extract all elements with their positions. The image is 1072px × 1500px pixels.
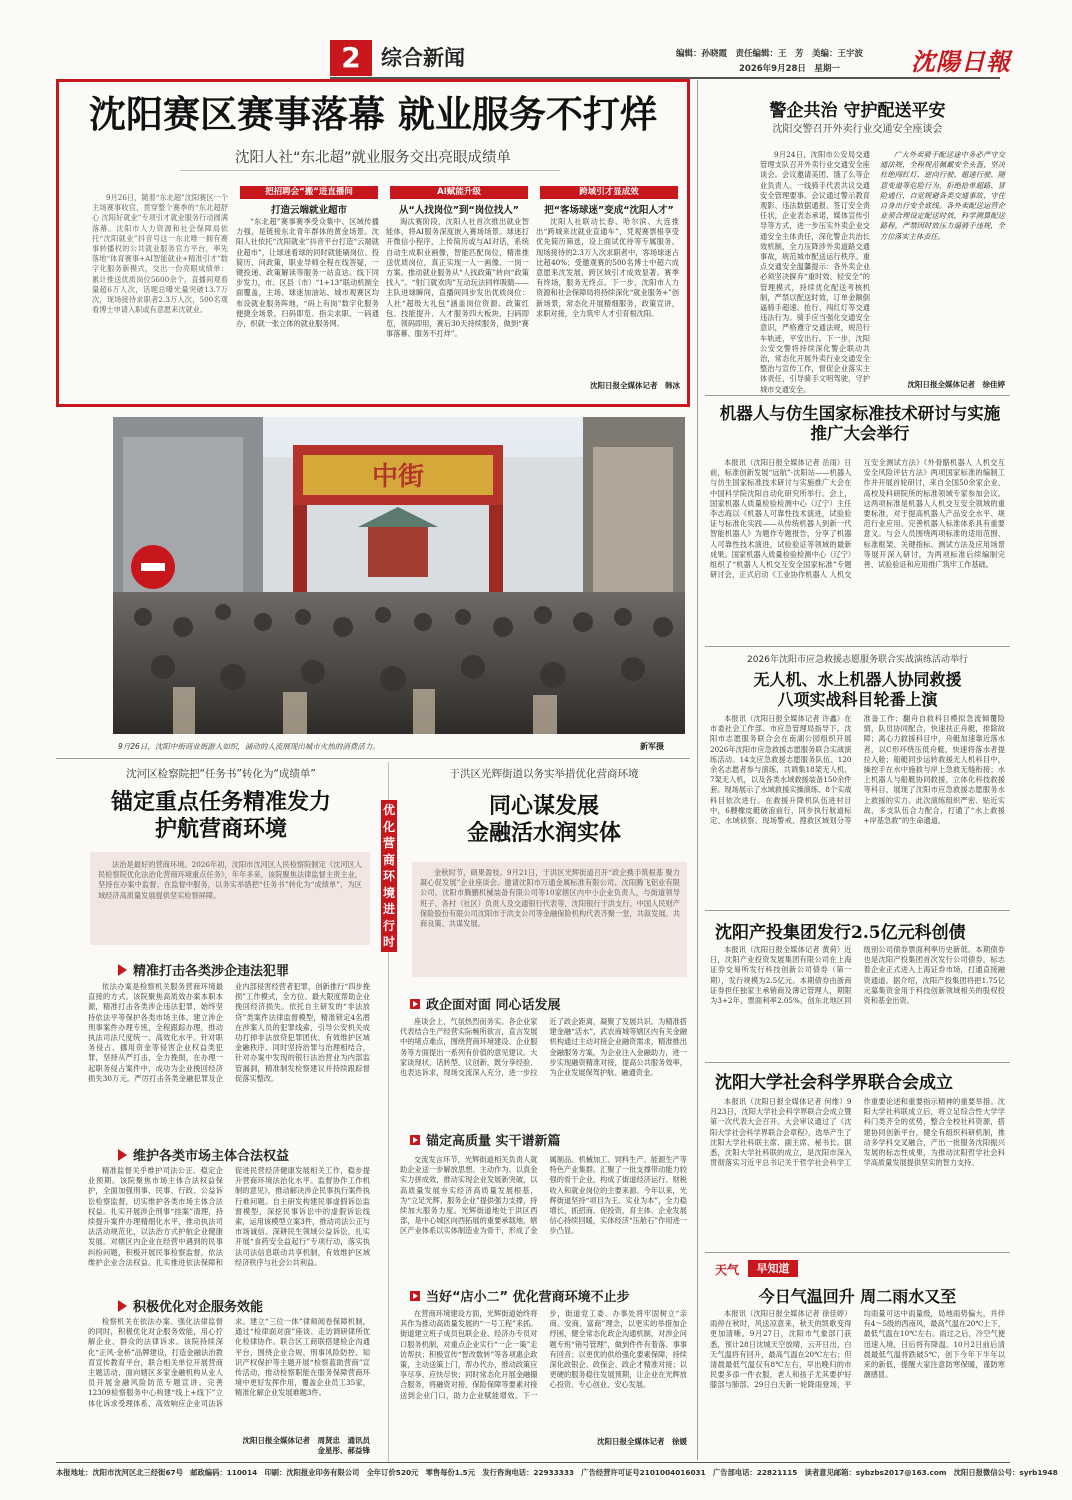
proc-section3-body xyxy=(88,1317,370,1433)
proc-section3-text: 检察机关在依法办案、强化法律监督的同时，积极优化对企服务效能，用心拧解企业、群众的法律诉求。该院持续深化“正风·金桥”品牌建设，打造金融法治教育宣传教育平台，联合相关单位开展营商主题活动，面向辖区多家金融机构从业人员开展金融风险防范专题宣讲。完善12309检察服务中心构建“线上+线下”立体化诉求受理体系，高效响应企业司法诉求。建立“三位一体”律师阅卷保障机制，通过“检律面对面”座谈、走访调研律所优化检律协作。联合区工商联搭建检企沟通平台，围绕企业合规、刑事风险防控、知识产权保护等主题开展“检察蓝助营商”宣传活动，推动检察职能在服务保障营商环境中更好发挥作用，覆盖企业员工35家，精准化解企业发展难题3件。 xyxy=(88,1317,370,1408)
procuratorate-kicker: 沈河区检察院把“任务书”转化为“成绩单” xyxy=(126,768,316,780)
photo-caption: 9月26日，沈阳中街商业街游人如织，涌动的人流展现出城市火热的消费活力。 xyxy=(118,742,380,751)
lead-col3-text: 沈阳人社联动长春、哈尔滨、大连推出“跨城来沈就业直通车”，凭观赛票根享受优先简历筛选，设上面试优待等专属服务。现场接待的2.3万人次求职者中，客场球迷占比超40%；受邀观赛的500名博士中超六成意愿来沈发展，跨区域引才成效显著。赛季有终场，服务无终点。下一步，沈阳市人力资源和社会保障局将持续深化“就业服务+”创新场景，常态化开展精细服务，政策宣讲，求职对接，全力筑牢人才引育根沈阳。 xyxy=(536,217,679,318)
guanghui-section3-text: 在营商环境建设方面，光辉街道始终将其作为推动高质量发展的“一号工程”来抓。街道建立班子成员包联企业、经济办专员对口服务机制，对重点企业实行“一企一策”走访帮扶；积极宣传“智改数转”等各项惠企政策，主动送策上门，帮办代办，推动政策应享尽享、应快尽快；同时常态化开展金融撮合服务，将融资对接、保险保障等要素对接送到企业门口，助力企业赋能增效。下一步，街道党工委、办事处将牢固树立“亲商、安商、富商”理念，以更实的举措加企纾困，健全常态化政企沟通机制，对涉企问题专班“销号管理”，做到件件有着落、事事有回音；以更优的供给强化要素保障，持续深化政银企、政保企、政企才精准对接；以更硬的服务稳住发展预期，让企业在光辉放心投资、专心创业、安心发展。 xyxy=(400,1309,687,1400)
paper-logo: 沈陽日報 xyxy=(911,47,1011,76)
social-body-text: 本报讯（沈阳日报全媒体记者 何维）9月23日，沈阳大学社会科学界联合会成立暨第一次代表大会召开。大会审议通过了《沈阳大学社会科学界联合会章程》，选举产生了沈阳大学社科联主席、副主席、秘书长。据悉，沈阳大学社科联的成立，是沈阳市深入贯彻落实习近平总书记关于哲学社会科学工作重要论述和重要指示精神的重要举措。沈阳大学社科联成立后，将立足综合性大学学科门类齐全的优势，整合全校社科资源，搭建协同创新平台，健全有组织科研机制，推动多学科交叉融合，产出一批服务沈阳振兴发展的标志性成果，为推动沈阳哲学社会科学高质量发展提供坚实的智力支持。 xyxy=(710,1097,1005,1168)
guanghui-section1-text: 座谈会上，气氛热烈而务实。各企业家代表结合生产经营实际畅所欲言，直言发展中的堵点难点，围绕营商环境建设、企业服务等方面提出一系列有价值的意见建议。大家谈现状、话转型、议创新，既分享经验、也表达诉求，现场交流深入充分，进一步拉近了政企距离，凝聚了发展共识。为精准搭建金融“活水”，武农商城等辖区内有关金融机构通过主动对接企业融资需求，精准推出金融服务方案，为企业注入金融助力，进一步实现融资精准对接，提高公共服务效率，为企业发展保驾护航、融通资金。 xyxy=(400,1017,687,1078)
proc-section3-heading xyxy=(118,1296,263,1315)
lead-subheadline: 沈阳人社“东北超”就业服务交出亮眼成绩单 xyxy=(234,150,512,166)
lead-col2 xyxy=(386,217,529,393)
guanghui-section1-heading xyxy=(410,994,561,1013)
lead-col2-heading: 从“人找岗位”到“岗位找人” xyxy=(399,205,519,216)
guanghui-section3-body xyxy=(400,1309,687,1432)
proc-section2-text: 精准监督关乎维护司法公正、稳定企业预期。该院聚焦市场主体合法权益保护，全面加强刑事、民事、行政、公益诉讼检察监督，切实维护各类市场主体合法权益。扎实开展涉企刑事“挂案”清理，持续提升案件办理精细化水平，推动执法司法活动规范化，以法治方式护航企业健康发展。对辖区内企业在经营中遇到的民事纠纷问题，积极开展民事检察监督，依法维护企业合法权益。扎实推进依法保障和促进民营经济健康发展相关工作，稳步提升营商环境法治化水平。监督协作工作机制的意见》，推动解决涉企民事执行案件执行难问题。自主研发构建民事虚假诉讼监督模型，深挖民事诉讼中的虚假诉讼线索，运用该模型立案3件，推动司法公正与市场诚信。深耕民生领域公益诉讼，扎实开展“食药安全益起行”专项行动，落实执法司法信息联动共享机制，有效维护区域经济秩序与社会公共利益。 xyxy=(88,1166,370,1267)
lead-intro xyxy=(92,193,228,388)
rescue-headline-2: 八项实战科目轮番上演 xyxy=(777,690,938,709)
triangle-bullet-icon xyxy=(118,1149,127,1161)
procuratorate-intro xyxy=(98,860,362,940)
guanghui-section1-title: 政企面对面 同心话发展 xyxy=(426,998,561,1013)
police-notes-text: 广大外卖骑手配送途中务必严守交通法规，全程规范佩戴安全头盔，坚决杜绝闯红灯、逆向行驶、超速行驶、随意变道等危险行为，拒绝抢单超路、冒险通行，自觉规避各类交通事故，守住自身出行安全底线。各外卖配送运营企业须合理设定配送时效，科学测算配送路程，严禁因时效压力逼骑手违规，全方位落实主体责任。 xyxy=(880,150,1005,241)
footer-rule xyxy=(56,1462,1010,1463)
square-bullet-icon xyxy=(410,1291,420,1301)
editor-credits: 编辑：孙晓霞 责任编辑：王 芳 美编：王宇波 xyxy=(676,49,864,59)
lead-col3-tag: 跨域引才显成效 xyxy=(540,186,678,199)
proc-section1-heading xyxy=(118,960,289,979)
lead-headline: 沈阳赛区赛事落幕 就业服务不打烊 xyxy=(89,92,657,136)
robot-headline: 机器人与仿生国家标准技术研讨与实施推广大会举行 xyxy=(719,404,1001,443)
bond-body-text: 本报讯（沈阳日报全媒体记者 黄荷）近日，沈阳产业投资发展集团有限公司在上海证券交易所发行科技创新公司债券（第一期），发行规模为2.5亿元。本期债券由浙商证券担任独家主承销商及薄记管理人，期限为3+2年，票面利率2.05%，创东北地区同级别公司债券票面利率历史新低。本期债券也是沈阳产投集团首次发行公司债券，标志着企业正式进入上海证券市场，打通直接融资通道。据介绍，沈阳产投集团将把1.75亿元募集资金用于科技创新领域相关的股权投资和基金出资。 xyxy=(710,945,1005,1006)
lead-col1-tag: 把招聘会“搬”进直播间 xyxy=(240,186,378,199)
lead-col3 xyxy=(536,217,679,375)
weather-tag-2: 早知道 xyxy=(748,1260,798,1277)
proc-section1-title: 精准打击各类涉企违法犯罪 xyxy=(133,964,290,979)
social-rule xyxy=(705,1252,1010,1253)
square-bullet-icon xyxy=(410,999,420,1009)
street-photo-image xyxy=(113,417,685,734)
police-notes xyxy=(880,150,1005,300)
vertical-banner: 优化营商环境进行时 xyxy=(381,800,397,952)
guanghui-intro xyxy=(420,868,680,972)
lead-col3-heading: 把“客场球迷”变成“沈阳人才” xyxy=(544,205,674,216)
robot-body xyxy=(710,458,1005,641)
proc-section2-body xyxy=(88,1166,370,1281)
bond-rule xyxy=(705,1062,1010,1063)
police-headline: 警企共治 守护配送平安 xyxy=(769,101,946,121)
guanghui-headline-1: 同心谋发展 xyxy=(488,793,599,819)
triangle-bullet-icon xyxy=(118,1300,127,1312)
police-body xyxy=(760,150,870,394)
weather-headline: 今日气温回升 周二雨水又至 xyxy=(758,1287,957,1306)
column-divider xyxy=(697,80,698,1460)
rescue-body-text: 本报讯（沈阳日报全媒体记者 许鑫）在市委社会工作部、市应急管理局指导下，沈阳市志愿服务联合会在南湖公园组织开展2026年沈阳市应急救援志愿服务联合实战演练活动。14支应急救援志愿服务队伍、120余名志愿者参与演练，共调集18架无人机、7架无人机，以及各类水域救援装备150余件套。现场展示了水域救援实操演练、8个实战科目依次进行。在救援升降机队伍进村目中，6艘橡皮艇破浪前行，同步执行航道标定、水域侦察、现场警戒、搜救区域划分等准备工作；翻舟自救科目模拟急流倾覆险情，队员协同配合，快速扶正舟艇，排除故障；离心力救援科目中，舟艇加速靠近落水者，以C形环绕压低舟艇，快速将落水者提拉入舱；船艇同步运转救援无人机科目中，操控手在水中施救与岸上急救无缝衔接；水上机器人与船艇协同救援，立体化科技救援等科目，展现了沈阳市应急救援志愿服务水上救援的实力。此次演练组织严密、贴近实战，多支队伍合力配合，打通了“水上救援+岸基急救”的生命通道。 xyxy=(710,714,1005,826)
street-photo xyxy=(113,417,685,734)
proc-section3-title: 积极优化对企服务效能 xyxy=(133,1300,264,1315)
lead-col2-tag: AI赋能升级 xyxy=(390,186,528,199)
rescue-body xyxy=(710,714,1005,904)
photo-credit: 新军摄 xyxy=(640,742,664,751)
bond-body xyxy=(710,945,1005,1055)
lead-col1-heading: 打造云端就业超市 xyxy=(270,205,347,216)
lead-col1-text: “东北超”赛事赛季受众集中、区域传播力强，是链接东北青年群体的黄金场景。沈阳人社依托“沈阳就业”抖音平台打造“云端就业超市”，让球迷看球的同时就能刷岗位、投简历、问政策，职业导师全程在线答疑，一键投递、政策解读等服务一站直达。线下同步发力，市、区县（市）“1+13”联动机制全面覆盖，主场、球迷加油站、城市观赛区均布设就业服务阵地，“码上有岗”数字化服务便捷全场景，扫码即览、指尖求职、一码通办，织就一张立体的就业服务网。 xyxy=(236,217,379,329)
section-title: 综合新闻 xyxy=(381,46,465,70)
guanghui-section2-heading xyxy=(410,1130,561,1149)
guanghui-section3-title: 当好“店小二” 优化营商环境不止步 xyxy=(426,1290,630,1305)
guanghui-section2-title: 锚定高质量 实干谱新篇 xyxy=(426,1134,561,1149)
police-subheadline: 沈阳交警召开外卖行业交通安全座谈会 xyxy=(772,124,943,135)
lead-col2-text: 淘汰赛阶段，沈阳人社首次推出就业智能体，将AI服务深度嵌入赛场场景。球迷打开微信小程序，上传简历或与AI对话，系统自动生成职业画像，智能匹配岗位，精准推送优质岗位，真正实现一人一画像、一岗一方案。推动就业服务从“人找政策”转向“政策找人”。“射门就欢肉”互动玩法同样吸睛——主队进球瞬间，直播间同步发出优质岗位：人社“超级大礼包”涵盖岗位资源、政策红包、技能提升、人才服务四大板块，扫码即览，领码即用，赛后30天持续服务，做到“赛事落幕、服务不打烊”。 xyxy=(386,217,529,339)
guanghui-section3-heading xyxy=(410,1286,630,1305)
police-body-text: 9月24日，沈阳市公安局交通管理支队召开外卖行业交通安全座谈会。会议邀请美团、饿了么等企业负责人、一线骑手代表共议交通安全管理要事。会议通过警示教育观影、违法数据通报、签订安全责任状，企业表态承诺，媒体宣传引导等方式，进一步压实外卖企业交通安全主体责任，深化警企共治长效机制，全力压降涉外卖道路交通事故，规范城市配送运行秩序。重点交通安全温馨提示：各外卖企业必须坚决摒弃“重时效、轻安全”的管理模式，持续优化配送考核机制，严禁以配送时效，订单金额倒逼骑手超速、抢行、闯红灯等交通违法行为。骑手应当强化交通安全意识，严格遵守交通法规，规范行车轨迹，平安出行。下一步，沈阳公安交警将持续深化警企联动共治，常态化开展外卖行业交通安全整治与宣传工作，督促企业落实主体责任，引导骑手文明驾驶，守护城市交通安全。 xyxy=(760,150,870,394)
lead-intro-text: 9月26日，随着“东北超”沈阳赛区一个主场赛事收官，贯穿整个赛季的“东北超舒心 沈阳好就业”专项引才就业服务行动圆满落幕。沈阳市人力资源和社会保障局依托“沈阳就业”抖音号这一东北唯一拥有赛事转播权的公共就业服务官方平台，率先落地“体育赛事+AI智能就业+精准引才”数字化服务新模式，交出一份亮眼成绩单：累计推送优质岗位5600余个，直播间观看量超6万人次，话题总曝光量突破13.7万次，现场接待求职者2.3万人次，500名观看博士申请入职或有意愿来沈就业。 xyxy=(92,193,228,315)
weather-body-text: 本报讯（沈阳日报全媒体记者 徐佳婷）雨停在秋时，风送凉意来，秋天的凯歌变得更加清晰。9月27日，沈阳市气象部门获悉，预计28日沈城天空放晴，云开日出，白天气温将有回升，最高气温在20℃左右；但清晨最低气温仅有8℃左右，早出晚归的市民要多添一件衣服，老人和孩子尤其要护好膝部与肺部。29日白天新一轮降雨登场，平均雨量可达中雨量级，局地雨势偏大，并伴有4～5级的西南风，最高气温在20℃上下，最低气温在10℃左右。雨过之后，冷空气便迅速入境，日后将有降温。10月2日前后清晨最低气温将跌破5℃，创下今年下半年以来的新低，提醒大家注意防寒保暖，谨防寒潮感冒。 xyxy=(710,1309,1005,1390)
guanghui-section2-text: 交流发言环节，光辉街道相关负责人就助企业送一步解放思想、主动作为、以真金实力拼成效，推动实现企业发展新突破，以高质量发展夯实经济高质量发展根基，为“立足光辉、服务企业”提供强力支撑，持续加大服务力度。光辉街道地处于洪区西部，是中心城区向西拓展的重要承载地，辖区产业体系以实体制造业为骨干，形成了金属制品、机械加工、饲料生产、能源生产等特色产业集群。汇聚了一批支撑带动能力较强的骨干企业，构成了街道经济运行、财税收入和就业岗位的主要来源。今年以来，光辉街道坚持“项目为王、实业为本”，全力稳增长，抓招商、促投资，育主体、企业发展信心持续回暖，实体经济“压舱石”作用进一步凸显。 xyxy=(400,1155,687,1236)
square-bullet-icon xyxy=(410,1135,420,1145)
guanghui-section2-body xyxy=(400,1155,687,1278)
procuratorate-intro-text: 法治是最好的营商环境。2026年初，沈阳市沈河区人民检察院制定《沈河区人民检察院优化法治化营商环境重点任务》，年年多来，该院聚焦法律监督主责主业，坚持在办案中监督、在监督中服务，以务实举措把“任务书”转化为“成绩单”，为区域经济高质量发展提供坚实检察屏障。 xyxy=(98,860,362,900)
triangle-bullet-icon xyxy=(118,964,127,976)
weather-body xyxy=(710,1309,1005,1459)
footer-info: 本报地址：沈阳市沈河区北三经街67号 邮政编码：110014 印刷：沈阳报业印务有限公司 全年订价520元 零售每份1.5元 发行咨询电话：22933333 广告经营许可证号2101004016031 广告部电话：22821115 读者意见邮箱：sybzbs2017@163.com 沈阳日报微信公号：syrb1948 xyxy=(56,1468,1058,1477)
guanghui-intro-text: 金秋时节，硕果盈枝。9月21日，于洪区光辉街道召开“政企携手筑根基 聚力凝心促发展”企业座谈会。邀请沈阳市万通金属标准有限公司、沈阳腾飞铝业有限公司、沈阳市腾鹏机械装备有限公司等10家辖区内中小企业负责人，与街道领导班子、各村（社区）负责人及交通银行代表等，沈阳银行于洪支行、中国人民财产保险股份有限公司沈阳市于洪支公司等金融保险机构代表齐聚一堂，共叙发展、共商良策、共谋发展。 xyxy=(420,868,680,929)
guanghui-kicker: 于洪区光辉街道以务实举措优化营商环境 xyxy=(449,768,639,780)
robot-body-text: 本报讯（沈阳日报全媒体记者 岳雨）日前，标准创新发展“远航”·沈阳站——机器人与仿生国家标准技术研讨与实施推广大会在中国科学院沈阳自动化研究所举行。会上，国家机器人质量检验检测中心（辽宁）主任李志海以《机器人可靠性技术演进，试验验证与标准化实践——从传统机器人到新一代智能机器人》为题作专题报告，分享了机器人可靠性技术演进，试验验证等领域的最新成果。国家机器人质量检验检测中心（辽宁）组织了“机器人人机交互安全国家标准”专题研讨会，正式启动《工业协作机器人 人机交互安全测试方法》《外骨骼机器人 人机交互安全风险评估方法》两项国家标准的编制工作并开展首轮研讨，来自全国50余家企业、高校及科研院所的标准领域专家参加会议。这两项标准是机器人人机交互安全领域的重要标准，对于提高机器人产品安全水平、规范行业应用、完善机器人标准体系具有重要意义。与会人员围绕两项标准的适用范围、标准框架、关键指标、测试方法及应用场景等展开深入研讨，为两项标准后续编制完善、试验验证和应用推广筑牢工作基础。 xyxy=(710,458,1005,580)
rescue-rule xyxy=(705,910,1010,911)
bond-headline: 沈阳产投集团发行2.5亿元科创债 xyxy=(715,923,966,943)
proc-section2-title: 维护各类市场主体合法权益 xyxy=(133,1149,290,1164)
lead-subheadline-rule xyxy=(180,170,560,171)
social-headline: 沈阳大学社会科学界联合会成立 xyxy=(715,1073,953,1093)
proc-byline: 沈阳日报全媒体记者 周贤忠 通讯员 金星彤、郝益锋 xyxy=(242,1436,378,1455)
guanghui-section1-body xyxy=(400,1017,687,1119)
proc-section1-body xyxy=(88,982,370,1137)
guanghui-byline: 沈阳日报全媒体记者 徐媛 xyxy=(597,1437,687,1446)
police-rule xyxy=(705,395,1010,396)
proc-section2-heading xyxy=(118,1145,289,1164)
robot-rule xyxy=(705,646,1010,647)
rescue-kicker: 2026年沈阳市应急救援志愿服务联合实战演练活动举行 xyxy=(747,655,968,665)
procuratorate-headline-1: 锚定重点任务精准发力 xyxy=(110,789,331,815)
lead-col1 xyxy=(236,217,379,393)
issue-date: 2026年9月28日 星期一 xyxy=(739,64,840,74)
page-number-badge: 2 xyxy=(330,40,372,76)
police-byline: 沈阳日报全媒体记者 徐佳婷 xyxy=(907,380,1005,389)
social-body xyxy=(710,1097,1005,1247)
rescue-headline-1: 无人机、水上机器人协同救援 xyxy=(753,670,962,689)
proc-section1-text: 依法办案是检察机关服务营商环境最直接的方式。该院聚焦高质效办案本职本源，精准打击各类涉企违法犯罪，始终坚持依法平等保护各类市场主体。建立涉企刑事案件办理专班，全程跟踪办理，推动执法司法尺度统一、高效化水平。针对职务侵占、挪用资金等侵害企业权益类犯罪，坚持从严打击，全力挽损，在办理一起职务侵占案件中，成功为企业挽回经济损失30万元。严厉打击各类金融犯罪及企业内部侵害经营者犯罪，创新推行“四步挽损”工作模式，全方位、最大限度帮助企业挽回经济损失。依托自主研发的“非法放贷”类案件法律监督模型，精准锁定4名潜在涉案人员的犯罪线索，引导公安机关成功打掉非法放贷犯罪团伙，有效维护区域金融秩序。同时坚持治罪与治理相结合，针对办案中发现的银行法治营业为内部监管漏洞，精准制发检察建议并持续跟踪督促落实整改。 xyxy=(88,982,370,1083)
weather-tag-1: 天气 xyxy=(715,1263,740,1277)
gate-sign-text: 中街 xyxy=(371,462,425,492)
guanghui-headline-2: 金融活水润实体 xyxy=(466,820,621,846)
photo-bottom-rule xyxy=(56,758,690,759)
lead-byline: 沈阳日报全媒体记者 韩冰 xyxy=(590,381,680,390)
procuratorate-headline-2: 护航营商环境 xyxy=(154,816,287,842)
